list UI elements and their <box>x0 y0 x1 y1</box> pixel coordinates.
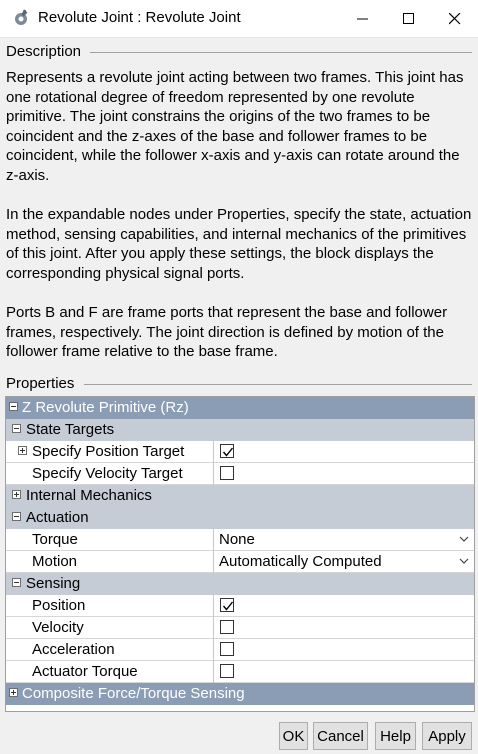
property-label: Position <box>32 597 86 614</box>
description-paragraph: In the expandable nodes under Properties, specify the state, actuation method, sensing capabilities, and internal mechanics of the primitives of this joint. After you apply these settings, the block displays the corresponding physical signal ports. <box>6 206 472 282</box>
apply-button[interactable]: Apply <box>422 722 472 750</box>
property-label: Specify Position Target <box>32 443 185 460</box>
tree-node-composite-sensing[interactable] <box>6 683 474 705</box>
chevron-down-icon <box>459 536 469 543</box>
expand-icon[interactable] <box>18 446 27 455</box>
property-row-specify-velocity-target[interactable] <box>6 463 474 485</box>
property-label: Specify Velocity Target <box>32 465 183 482</box>
tree-node-internal-mechanics[interactable] <box>6 485 474 507</box>
property-row-specify-position-target[interactable] <box>6 441 474 463</box>
actuator-torque-checkbox[interactable] <box>220 664 234 678</box>
dropdown-value: None <box>219 531 255 548</box>
position-checkbox[interactable] <box>220 598 234 612</box>
chevron-down-icon <box>459 558 469 565</box>
checkmark-icon <box>222 600 234 612</box>
close-icon <box>449 13 461 25</box>
property-label: Velocity <box>32 619 84 636</box>
property-row-velocity[interactable] <box>6 617 474 639</box>
property-value[interactable] <box>213 463 474 485</box>
property-value[interactable] <box>213 595 474 617</box>
property-label: Actuator Torque <box>32 663 138 680</box>
ok-button[interactable]: OK <box>279 722 308 750</box>
properties-group-label: Properties <box>6 375 77 392</box>
window-title: Revolute Joint : Revolute Joint <box>38 9 241 26</box>
tree-node-sensing[interactable] <box>6 573 474 595</box>
collapse-icon[interactable] <box>12 424 21 433</box>
tree-node-label: State Targets <box>26 421 115 438</box>
help-button[interactable]: Help <box>375 722 416 750</box>
property-row-motion[interactable] <box>6 551 474 573</box>
close-button[interactable] <box>432 0 478 38</box>
tree-node-label: Sensing <box>26 575 81 592</box>
tree-node-actuation[interactable] <box>6 507 474 529</box>
minimize-button[interactable] <box>340 0 386 38</box>
property-value[interactable] <box>213 661 474 683</box>
property-row-torque[interactable] <box>6 529 474 551</box>
tree-node-z-revolute-primitive[interactable] <box>6 397 474 419</box>
property-grid[interactable] <box>5 396 475 712</box>
property-label: Motion <box>32 553 78 570</box>
description-group-label: Description <box>6 43 84 60</box>
collapse-icon[interactable] <box>12 578 21 587</box>
torque-dropdown[interactable] <box>213 529 474 551</box>
tree-node-label: Internal Mechanics <box>26 487 152 504</box>
tree-node-label: Composite Force/Torque Sensing <box>22 685 245 702</box>
description-text <box>6 68 472 382</box>
property-value[interactable] <box>213 441 474 463</box>
maximize-icon <box>403 13 415 25</box>
property-value[interactable] <box>213 639 474 661</box>
checkmark-icon <box>222 446 234 458</box>
expand-icon[interactable] <box>9 688 18 697</box>
description-divider <box>90 52 472 53</box>
property-row-position[interactable] <box>6 595 474 617</box>
velocity-checkbox[interactable] <box>220 620 234 634</box>
properties-divider <box>84 384 472 385</box>
minimize-icon <box>357 13 369 25</box>
property-value[interactable] <box>213 617 474 639</box>
description-paragraph: Represents a revolute joint acting between two frames. This joint has one rotational degree of freedom represented by one revolute primitive. The joint constrains the origins of the two frames to be coincident and the z-axes of the base and follower frames to be coincident, while the follower x-axis and y-axis can rotate around the z-axis. <box>6 69 464 184</box>
tree-node-state-targets[interactable] <box>6 419 474 441</box>
property-row-acceleration[interactable] <box>6 639 474 661</box>
description-paragraph: Ports B and F are frame ports that represent the base and follower frames, respectively. The joint direction is defined by motion of the follower frame relative to the base frame. <box>6 304 448 361</box>
tree-node-label: Z Revolute Primitive (Rz) <box>22 399 189 416</box>
collapse-icon[interactable] <box>9 402 18 411</box>
property-label: Acceleration <box>32 641 115 658</box>
motion-dropdown[interactable] <box>213 551 474 573</box>
collapse-icon[interactable] <box>12 512 21 521</box>
cancel-button[interactable]: Cancel <box>313 722 368 750</box>
property-row-actuator-torque[interactable] <box>6 661 474 683</box>
acceleration-checkbox[interactable] <box>220 642 234 656</box>
property-label: Torque <box>32 531 78 548</box>
title-bar <box>0 0 478 38</box>
specify-velocity-target-checkbox[interactable] <box>220 466 234 480</box>
maximize-button[interactable] <box>386 0 432 38</box>
expand-icon[interactable] <box>12 490 21 499</box>
gear-icon <box>11 8 31 28</box>
specify-position-target-checkbox[interactable] <box>220 444 234 458</box>
tree-node-label: Actuation <box>26 509 89 526</box>
dropdown-value: Automatically Computed <box>219 553 382 570</box>
